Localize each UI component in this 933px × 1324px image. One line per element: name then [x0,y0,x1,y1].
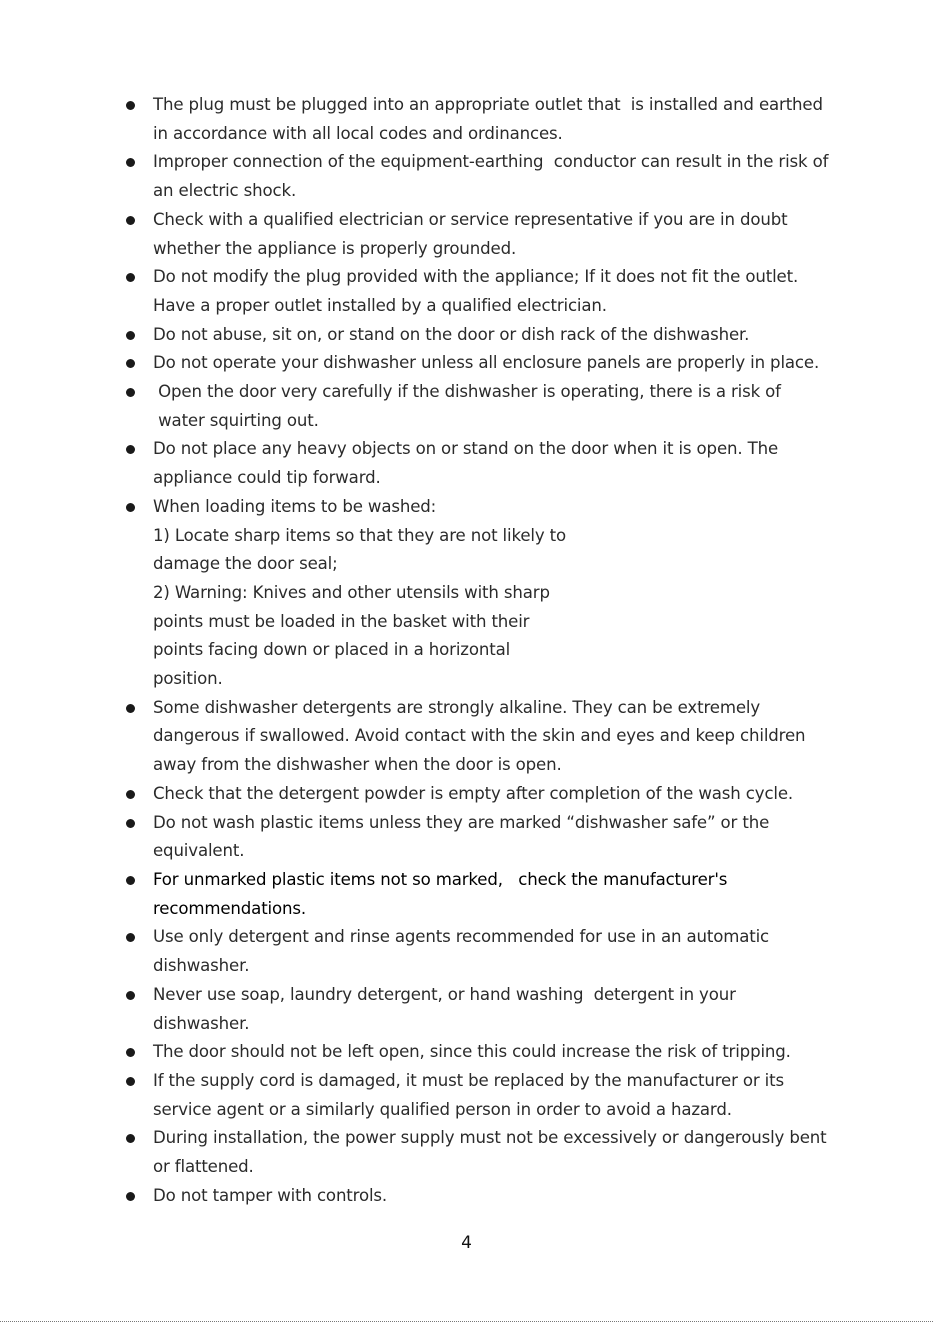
bullet-text-line: or flattened. [153,1157,254,1177]
bullet-text-line: equivalent. [153,841,245,861]
bullet-text-line: Do not tamper with controls. [153,1185,388,1205]
bullet-dot-icon [126,388,135,397]
bullet-text-line: dishwasher. [153,956,250,976]
bullet-item [0,148,933,205]
sub-item-text-line: 2) Warning: Knives and other utensils with sharp [153,582,550,602]
bullet-text-line: Open the door very carefully if the dishwasher is operating, there is a risk of [153,382,781,402]
bullet-text-line: whether the appliance is properly grounded. [153,238,517,258]
bullet-text-line: The door should not be left open, since this could increase the risk of tripping. [153,1042,791,1062]
bullet-text-line: Have a proper outlet installed by a qualified electrician. [153,295,607,315]
bullet-item [0,378,933,435]
bullet-dot-icon [126,876,135,885]
bullet-item [0,91,933,148]
bullet-text-line: For unmarked plastic items not so marked, check the manufacturer's [153,869,728,889]
bullet-item [0,349,933,378]
bullet-text-line: Use only detergent and rinse agents recommended for use in an automatic [153,927,770,947]
bullet-text-line: If the supply cord is damaged, it must be replaced by the manufacturer or its [153,1070,784,1090]
bullet-text-line: Do not operate your dishwasher unless all enclosure panels are properly in place. [153,353,820,373]
bullet-text-line: Never use soap, laundry detergent, or hand washing detergent in your [153,984,736,1004]
bullet-dot-icon [126,819,135,828]
bullet-text-line: When loading items to be washed: [153,496,437,516]
bullet-item [0,206,933,263]
bullet-text-line: Do not modify the plug provided with the appliance; If it does not fit the outlet. [153,267,799,287]
bullet-text-line: Some dishwasher detergents are strongly alkaline. They can be extremely [153,697,761,717]
bullet-text-line: During installation, the power supply must not be excessively or dangerously bent [153,1128,827,1148]
bullet-dot-icon [126,1134,135,1143]
bullet-item [0,321,933,350]
bullet-text-line: Do not wash plastic items unless they are marked “dishwasher safe” or the [153,812,770,832]
sub-item-text-line: points must be loaded in the basket with their [153,611,530,631]
bullet-text-line: away from the dishwasher when the door is open. [153,755,562,775]
bullet-dot-icon [126,273,135,282]
bullet-item [0,263,933,320]
bullet-dot-icon [126,991,135,1000]
sub-item-text-line: damage the door seal; [153,554,338,574]
bullet-dot-icon [126,1077,135,1086]
bullet-dot-icon [126,1048,135,1057]
sub-item-text-line: points facing down or placed in a horizontal [153,640,511,660]
page-number: 4 [461,1233,472,1253]
bullet-item [0,866,933,923]
bullet-item [0,981,933,1038]
bullet-item [0,1124,933,1181]
bullet-dot-icon [126,158,135,167]
bullet-text-line: service agent or a similarly qualified person in order to avoid a hazard. [153,1099,732,1119]
bullet-dot-icon [126,1192,135,1201]
bullet-dot-icon [126,790,135,799]
bullet-item [0,694,933,780]
bullet-dot-icon [126,216,135,225]
bullet-text-line: dishwasher. [153,1013,250,1033]
bullet-item [0,809,933,866]
sub-item-text-line: position. [153,669,223,689]
bullet-item [0,435,933,492]
bullet-text-line: Check that the detergent powder is empty after completion of the wash cycle. [153,783,794,803]
bullet-text-line: in accordance with all local codes and ordinances. [153,123,563,143]
bullet-text-line: Improper connection of the equipment-earthing conductor can result in the risk of [153,152,829,172]
bottom-divider [0,1321,933,1322]
bullet-text-line: water squirting out. [153,410,319,430]
bullet-text-line: The plug must be plugged into an appropriate outlet that is installed and earthed [153,95,823,114]
bullet-dot-icon [126,704,135,713]
bullet-dot-icon [126,101,135,110]
bullet-item [0,1038,933,1067]
safety-bullet-list [0,91,933,1210]
sub-item [153,579,873,694]
bullet-item [0,1182,933,1211]
bullet-item [0,923,933,980]
bullet-dot-icon [126,445,135,454]
bullet-dot-icon [126,503,135,512]
bullet-item [0,493,933,694]
bullet-item [0,1067,933,1124]
bullet-text-line: Do not abuse, sit on, or stand on the door or dish rack of the dishwasher. [153,324,750,344]
sub-item [153,522,873,579]
bullet-text-line: dangerous if swallowed. Avoid contact with the skin and eyes and keep children [153,726,806,746]
bullet-dot-icon [126,359,135,368]
bullet-dot-icon [126,331,135,340]
bullet-text-line: an electric shock. [153,181,297,201]
bullet-item [0,780,933,809]
bullet-dot-icon [126,933,135,942]
bullet-text-line: Do not place any heavy objects on or stand on the door when it is open. The [153,439,779,459]
bullet-text-line: recommendations. [153,898,307,918]
bullet-text-line: appliance could tip forward. [153,468,381,488]
bullet-text-line: Check with a qualified electrician or service representative if you are in doubt [153,209,788,229]
sub-item-text-line: 1) Locate sharp items so that they are not likely to [153,525,567,545]
